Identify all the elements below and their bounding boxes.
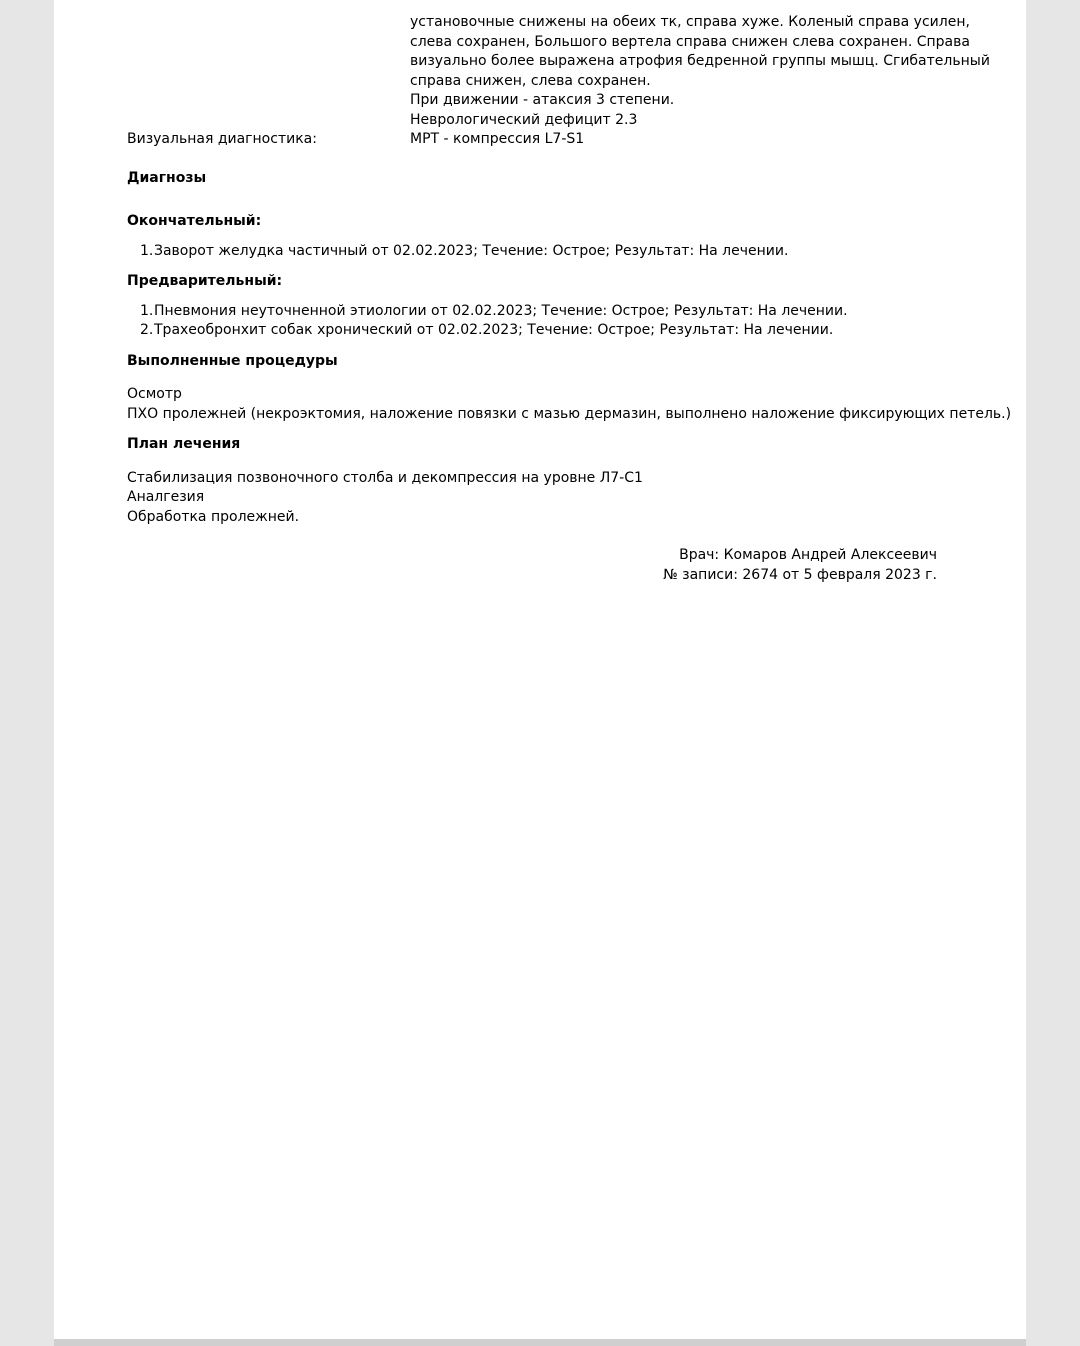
list-item-number: 1.: [140, 302, 154, 319]
page-bottom-edge: [54, 1339, 1026, 1346]
exam-line: Неврологический дефицит 2.3: [410, 111, 638, 128]
list-item-text: Трахеобронхит собак хронический от 02.02.2023; Течение: Острое; Результат: На лечении.: [154, 322, 834, 338]
visual-diagnostics-label: Визуальная диагностика:: [127, 131, 317, 147]
record-number: № записи: 2674 от 5 февраля 2023 г.: [663, 566, 937, 583]
procedures-list: [127, 385, 1012, 424]
list-item: [127, 242, 937, 262]
final-diagnosis-list: [127, 242, 937, 262]
treatment-plan-list: [127, 469, 937, 528]
final-diagnosis-heading: Окончательный:: [127, 213, 262, 229]
signature-block: [127, 546, 937, 585]
list-item-number: 2.: [140, 322, 154, 338]
treatment-plan-heading: План лечения: [127, 436, 241, 452]
list-item: [127, 321, 937, 341]
exam-line: справа снижен, слева сохранен.: [410, 72, 651, 89]
list-item-number: 1.: [140, 242, 154, 259]
list-item: [127, 302, 937, 322]
treatment-line: Обработка пролежней.: [127, 508, 300, 525]
treatment-line: Стабилизация позвоночного столба и декомпрессия на уровне Л7-С1: [127, 469, 643, 486]
preliminary-diagnosis-list: [127, 302, 937, 341]
exam-line: слева сохранен, Большого вертела справа снижен слева сохранен. Справа: [410, 33, 970, 50]
exam-line: визуально более выражена атрофия бедренной группы мышц. Сгибательный: [410, 53, 990, 69]
visual-diagnostics-row: [127, 130, 937, 150]
diagnoses-heading: Диагнозы: [127, 169, 207, 186]
document-page: [54, 0, 1026, 1339]
treatment-line: Аналгезия: [127, 489, 205, 505]
procedure-line: ПХО пролежней (некроэктомия, наложение повязки с мазью дермазин, выполнено наложение фиксирующих петель.): [127, 405, 1012, 422]
page-content: [127, 0, 1012, 585]
preliminary-diagnosis-heading: Предварительный:: [127, 273, 283, 289]
list-item-text: Заворот желудка частичный от 02.02.2023; Течение: Острое; Результат: На лечении.: [154, 242, 789, 259]
exam-line: При движении - атаксия 3 степени.: [410, 92, 675, 108]
procedure-line: Осмотр: [127, 386, 182, 402]
visual-diagnostics-value: МРТ - компрессия L7-S1: [410, 131, 585, 147]
list-item-text: Пневмония неуточненной этиологии от 02.02.2023; Течение: Острое; Результат: На лечении.: [154, 302, 848, 319]
doctor-name: Врач: Комаров Андрей Алексеевич: [679, 547, 937, 563]
exam-line: установочные снижены на обеих тк, справа хуже. Коленый справа усилен,: [410, 14, 970, 30]
procedures-heading: Выполненные процедуры: [127, 352, 338, 369]
neuro-exam-text: [410, 0, 990, 130]
